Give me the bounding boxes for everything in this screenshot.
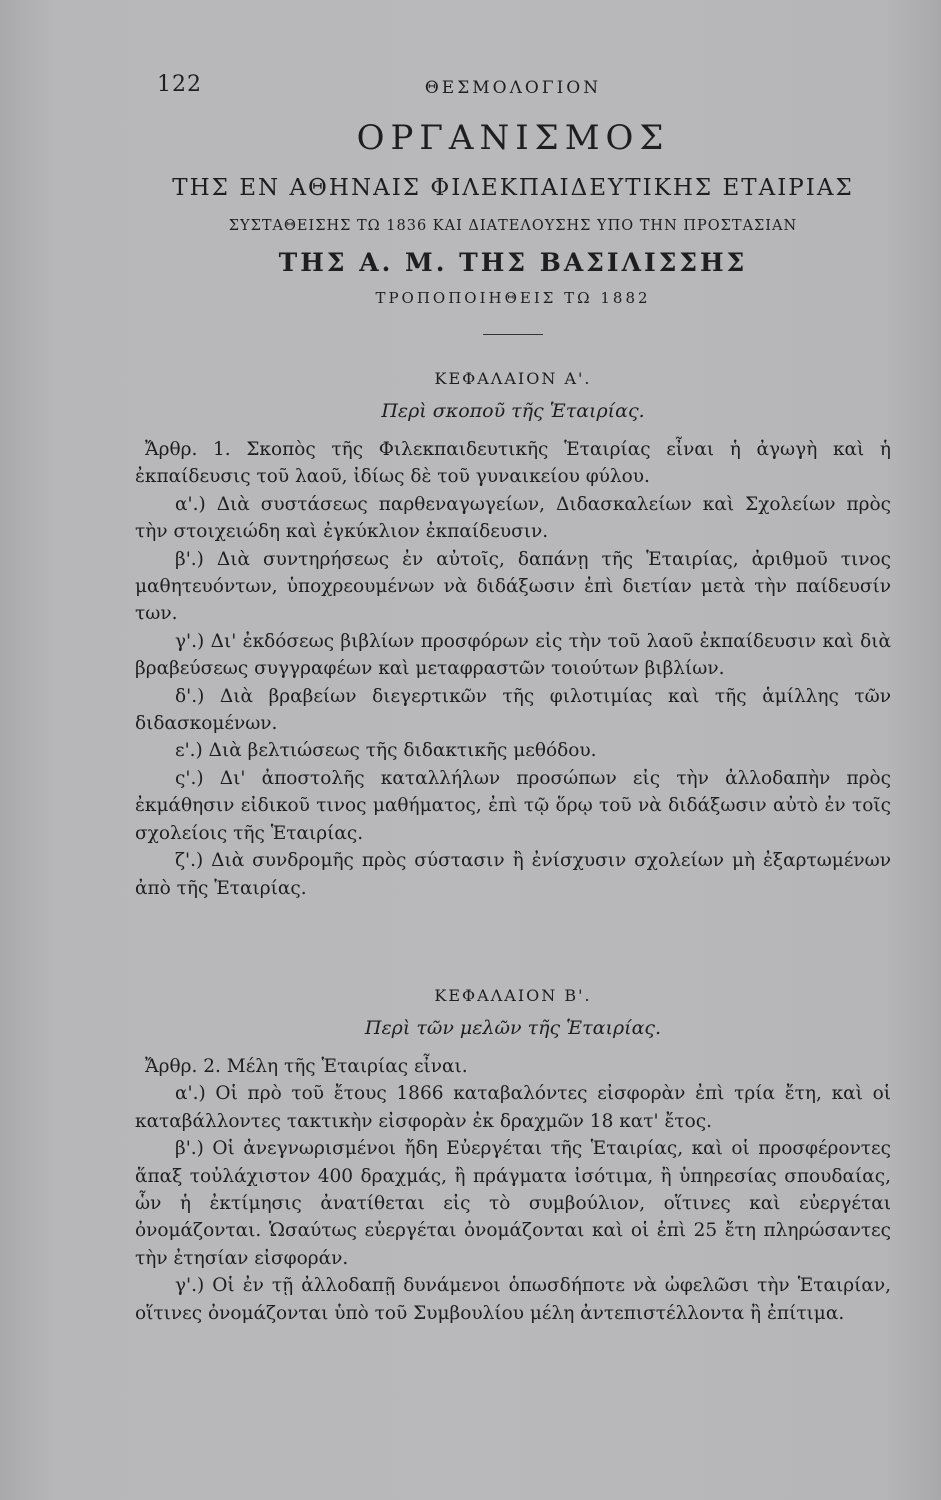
clause-beta: β'.) Διὰ συντηρήσεως ἐν αὐτοῖς, δαπάνῃ τῆς Ἑταιρίας, ἀριθμοῦ τινος μαθητευόντων, ὑποχρεουμένων νὰ διδάξωσιν ἐπὶ διετίαν μετὰ τὴν παίδευσίν των. (135, 548, 891, 625)
clause-zeta: ζ'.) Διὰ συνδρομῆς πρὸς σύστασιν ἢ ἐνίσχυσιν σχολείων μὴ ἐξαρτωμένων ἀπὸ τῆς Ἑταιρίας. (135, 850, 891, 899)
members-clause-beta: β'.) Οἱ ἀνεγνωρισμένοι ἤδη Εὐεργέται τῆς Ἑταιρίας, καὶ οἱ προσφέροντες ἅπαξ τοὐλάχιστον 400 δραχμάς, ἢ πράγματα ἰσότιμα, ἢ ὑπηρεσίας σπουδαίας, ὧν ἡ ἐκτίμησις ἀνατίθεται εἰς τὸ συμβούλιον, οἵτινες καὶ εὐεργέται ὀνομάζονται. Ὡσαύτως εὐεργέται ὀνομάζονται καὶ οἱ ἐπὶ 25 ἔτη πληρώσαντες τὴν ἐτησίαν εἰσφοράν. (135, 1138, 891, 1269)
clause-delta: δ'.) Διὰ βραβείων διεγερτικῶν τῆς φιλοτιμίας καὶ τῆς ἁμίλλης τῶν διδασκομένων. (135, 685, 891, 735)
clause-epsilon: ε'.) Διὰ βελτιώσεως τῆς διδακτικῆς μεθόδου. (175, 740, 597, 762)
title-line-3: ΤΗΣ Α. Μ. ΤΗΣ ΒΑΣΙΛΙΣΣΗΣ (278, 248, 748, 277)
clause-gamma: γ'.) Δι' ἐκδόσεως βιβλίων προσφόρων εἰς τὴν τοῦ λαοῦ ἐκπαίδευσιν καὶ διὰ βραβεύσεως συγγραφέων καὶ μεταφραστῶν τοιούτων βιβλίων. (135, 630, 891, 680)
chapter-2-subheading: Περὶ τῶν μελῶν τῆς Ἑταιρίας. (364, 1017, 662, 1039)
article-2-paragraph: Ἄρθρ. 2. Μέλη τῆς Ἑταιρίας εἶναι. (145, 1056, 468, 1077)
main-title: ΟΡΓΑΝΙΣΜΟΣ (356, 118, 670, 158)
chapter-2-body (135, 1053, 891, 1327)
chapter-1-heading: ΚΕΦΑΛΑΙΟΝ Α'. (434, 369, 592, 388)
members-clause-gamma: γ'.) Οἱ ἐν τῇ ἀλλοδαπῇ δυνάμενοι ὁπωσδήποτε νὰ ὠφελῶσι τὴν Ἑταιρίαν, οἵτινες ὀνομάζονται ὑπὸ τοῦ Συμβουλίου μέλη ἀντεπιστέλλοντα ἢ ἐπίτιμα. (135, 1275, 891, 1324)
clause-alpha: α'.) Διὰ συστάσεως παρθεναγωγείων, Διδασκαλείων καὶ Σχολείων πρὸς τὴν στοιχειώδη καὶ ἐγκύκλιον ἐκπαίδευσιν. (135, 493, 891, 543)
running-title: ΘΕΣΜΟΛΟΓΙΟΝ (424, 78, 602, 98)
clause-stigma: ς'.) Δι' ἀποστολῆς καταλλήλων προσώπων εἰς τὴν ἀλλοδαπὴν πρὸς ἐκμάθησιν εἰδικοῦ τινος μαθήματος, ἐπὶ τῷ ὅρῳ τοῦ νὰ διδάξωσιν αὐτὸ ἐν τοῖς σχολείοις τῆς Ἑταιρίας. (135, 767, 891, 844)
article-1-paragraph: Ἄρθρ. 1. Σκοπὸς τῆς Φιλεκπαιδευτικῆς Ἑταιρίας εἶναι ἡ ἀγωγὴ καὶ ἡ ἐκπαίδευσις τοῦ λαοῦ, ἰδίως δὲ τοῦ γυναικείου φύλου. (135, 439, 891, 488)
chapter-1-subheading: Περὶ σκοποῦ τῆς Ἑταιρίας. (381, 400, 645, 422)
members-clause-alpha: α'.) Οἱ πρὸ τοῦ ἔτους 1866 καταβαλόντες εἰσφορὰν ἐπὶ τρία ἔτη, καὶ οἱ καταβάλλοντες τακτικὴν εἰσφορὰν ἐκ δραχμῶν 18 κατ' ἔτος. (135, 1083, 891, 1132)
running-head (135, 72, 891, 102)
title-line-1: ΤΗΣ ΕΝ ΑΘΗΝΑΙΣ ΦΙΛΕΚΠΑΙΔΕΥΤΙΚΗΣ ΕΤΑΙΡΙΑΣ (172, 175, 854, 201)
chapter-1 (135, 368, 891, 902)
title-line-4: ΤΡΟΠΟΠΟΙΗΘΕΙΣ ΤΩ 1882 (375, 289, 651, 307)
title-line-2: ΣΥΣΤΑΘΕΙΣΗΣ ΤΩ 1836 ΚΑΙ ΔΙΑΤΕΛΟΥΣΗΣ ΥΠΟ ΤΗΝ ΠΡΟΣΤΑΣΙΑΝ (228, 218, 798, 234)
chapter-2 (135, 985, 891, 1327)
title-block (135, 118, 891, 335)
title-divider (483, 334, 543, 335)
chapter-1-body (135, 436, 891, 902)
page-number: 122 (157, 72, 202, 97)
chapter-2-heading: ΚΕΦΑΛΑΙΟΝ Β'. (434, 986, 592, 1005)
